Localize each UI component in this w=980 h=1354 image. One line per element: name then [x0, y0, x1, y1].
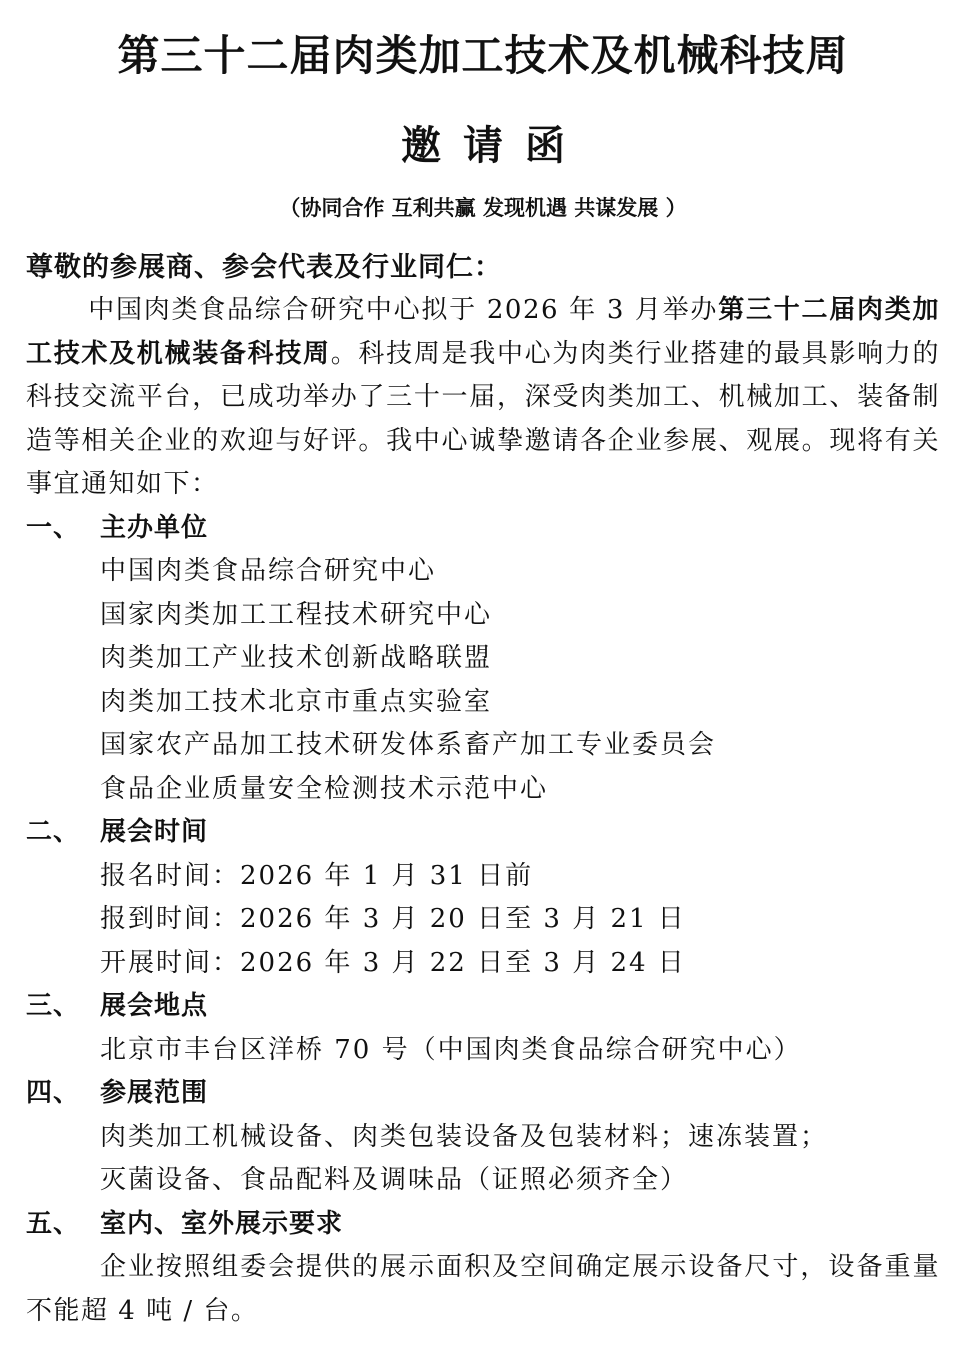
section-heading: [26, 1203, 940, 1247]
section-title: 参展范围: [100, 1078, 209, 1108]
list-item: 灭菌设备、食品配料及调味品（证照必须齐全）: [100, 1165, 689, 1195]
section-heading: [26, 811, 940, 855]
section-number: 三、: [26, 991, 81, 1021]
list-item: 肉类加工机械设备、肉类包装设备及包装材料；速冻装置；: [100, 1121, 829, 1152]
section-heading: [26, 507, 940, 551]
list-item: 报到时间：2026 年 3 月 20 日至 3 月 21 日: [100, 904, 686, 934]
section-heading: [26, 1072, 940, 1116]
section-organizers: [26, 507, 940, 812]
list-item: 北京市丰台区洋桥 70 号（中国肉类食品综合研究中心）: [100, 1034, 802, 1065]
intro-text-part2: 。科技周是我中心为肉类行业搭建的最具影响力的科技交流平台，已成功举办了三十一届，深受肉类加工、机械加工、装备制造等相关企业的欢迎与好评。我中心诚挚邀请各企业参展、观展。现将有关事宜通知如下：: [26, 338, 940, 499]
salutation: 尊敬的参展商、参会代表及行业同仁：: [26, 252, 502, 283]
list-item: 中国肉类食品综合研究中心: [100, 556, 437, 586]
section-title: 室内、室外展示要求: [100, 1208, 344, 1239]
section-title: 展会时间: [100, 817, 209, 847]
section-exhibition-time: [26, 811, 940, 985]
section-title: 主办单位: [100, 512, 209, 543]
list-item: 肉类加工产业技术创新战略联盟: [100, 643, 493, 673]
document-type-heading: 邀请函: [401, 123, 587, 169]
section-number: 五、: [26, 1208, 81, 1239]
intro-paragraph: [26, 289, 940, 507]
motto: （协同合作 互利共赢 发现机遇 共谋发展 ）: [279, 195, 687, 220]
section-title: 展会地点: [100, 991, 209, 1021]
event-name: 第三十二届肉类加工技术及机械装备科技周: [26, 295, 940, 369]
section-number: 二、: [26, 817, 81, 847]
document-title: 第三十二届肉类加工技术及机械科技周: [117, 31, 849, 80]
list-item: 国家肉类加工工程技术研究中心: [100, 599, 493, 630]
section-number: 一、: [26, 512, 81, 543]
list-item: 报名时间：2026 年 1 月 31 日前: [100, 860, 534, 891]
section-exhibit-scope: [26, 1072, 940, 1203]
list-item: 肉类加工技术北京市重点实验室: [100, 686, 493, 717]
section-venue: [26, 985, 940, 1072]
section-paragraph: 企业按照组委会提供的展示面积及空间确定展示设备尺寸，设备重量不能超 4 吨 / 台。: [26, 1252, 940, 1326]
list-item: 国家农产品加工技术研发体系畜产加工专业委员会: [100, 730, 717, 760]
list-item: 开展时间：2026 年 3 月 22 日至 3 月 24 日: [100, 947, 686, 978]
section-heading: [26, 985, 940, 1029]
section-number: 四、: [26, 1078, 81, 1108]
section-display-requirements: [26, 1203, 940, 1334]
list-item: 食品企业质量安全检测技术示范中心: [100, 773, 549, 804]
intro-text-part1: 中国肉类食品综合研究中心拟于 2026 年 3 月举办: [88, 295, 719, 325]
